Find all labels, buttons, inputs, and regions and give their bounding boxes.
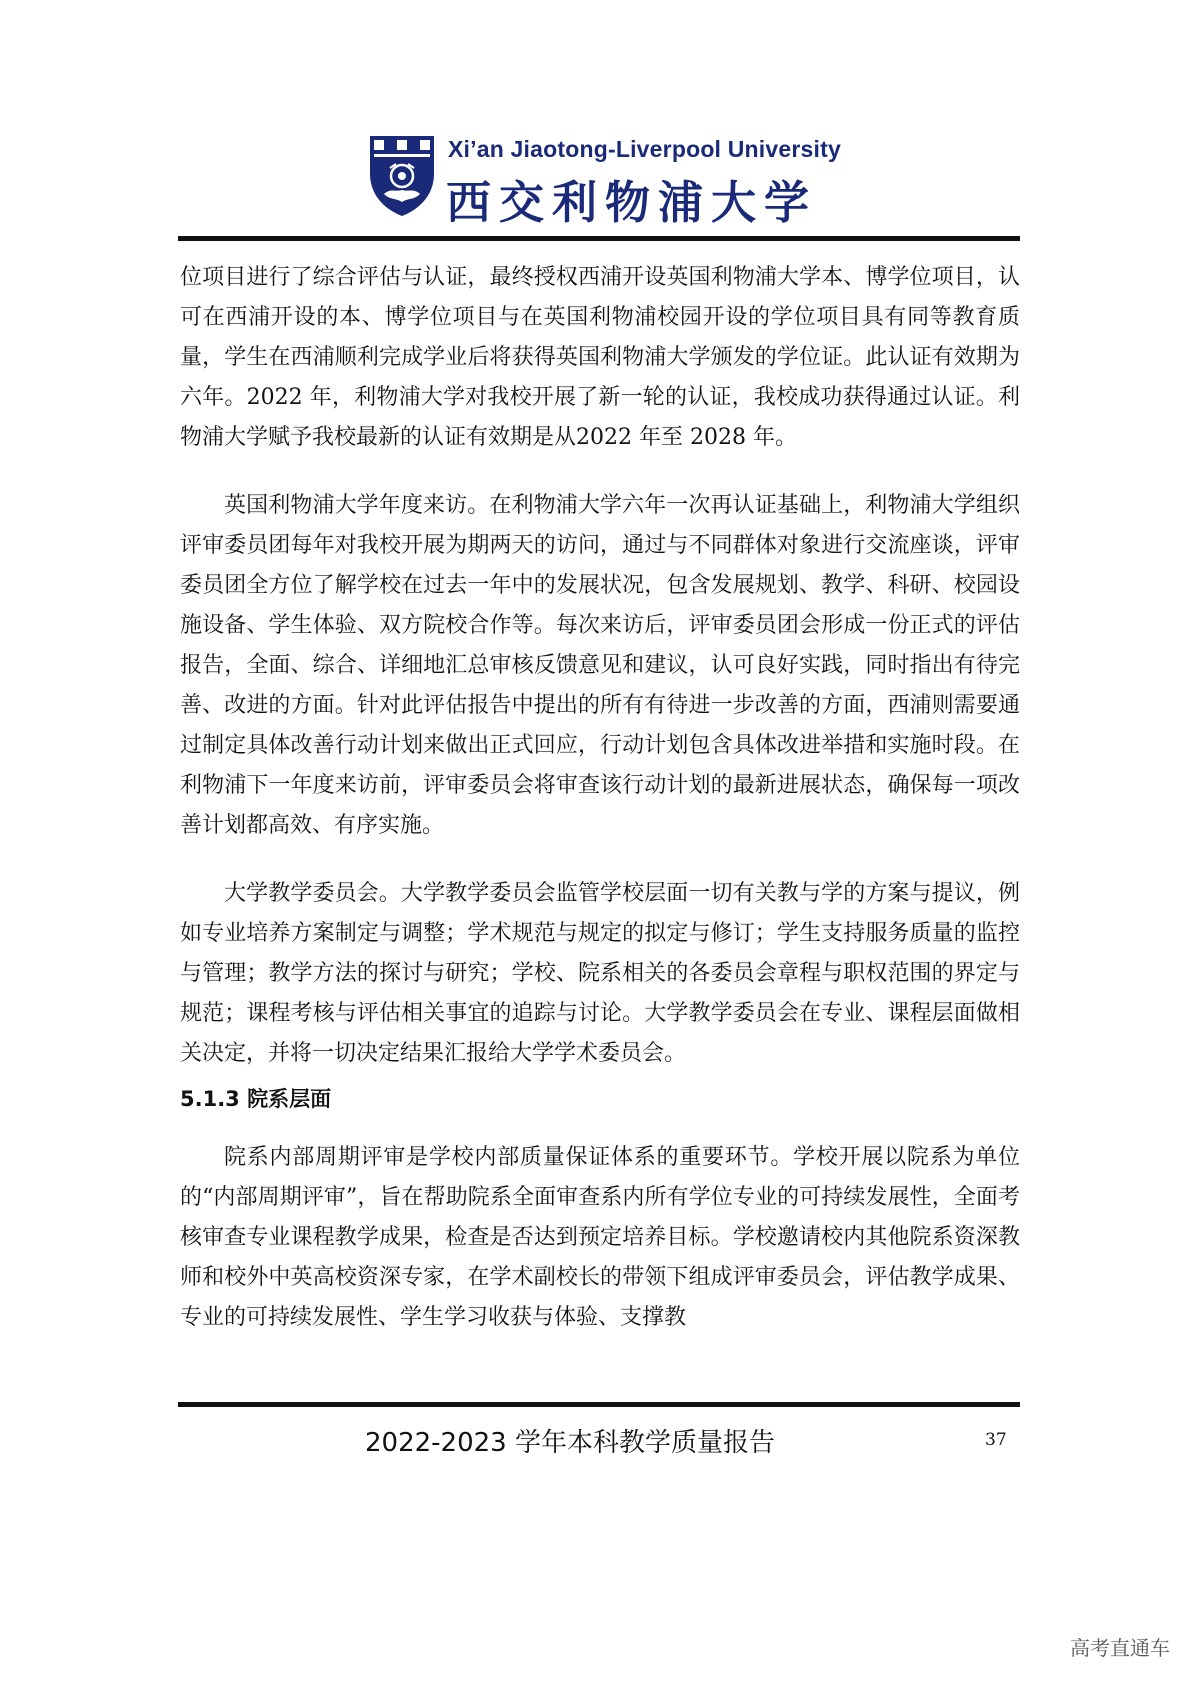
header-divider xyxy=(178,236,1020,241)
watermark-text: 高考直通车 xyxy=(1070,1636,1170,1660)
footer-report-title: 2022-2023 学年本科教学质量报告 xyxy=(365,1428,775,1458)
page-header xyxy=(360,130,841,229)
university-name-english: Xi’an Jiaotong-Liverpool University xyxy=(448,136,841,162)
page-number: 37 xyxy=(985,1430,1007,1450)
section-heading: 5.1.3 院系层面 xyxy=(180,1087,332,1111)
footer-divider xyxy=(178,1402,1020,1407)
paragraph-2: 英国利物浦大学年度来访。在利物浦大学六年一次再认证基础上，利物浦大学组织评审委员团每年对我校开展为期两天的访问，通过与不同群体对象进行交流座谈，评审委员团全方位了解学校在过去一年中的发展状况，包含发展规划、教学、科研、校园设施设备、学生体验、双方院校合作等。每次来访后，评审委员团会形成一份正式的评估报告，全面、综合、详细地汇总审核反馈意见和建议，认可良好实践，同时指出有待完善、改进的方面。针对此评估报告中提出的所有有待进一步改善的方面，西浦则需要通过制定具体改善行动计划来做出正式回应，行动计划包含具体改进举措和实施时段。在利物浦下一年度来访前，评审委员会将审查该行动计划的最新进展状态，确保每一项改善计划都高效、有序实施。 xyxy=(180,493,1020,838)
paragraph-4: 院系内部周期评审是学校内部质量保证体系的重要环节。学校开展以院系为单位的“内部周期评审”，旨在帮助院系全面审查系内所有学位专业的可持续发展性，全面考核审查专业课程教学成果，检查是否达到预定培养目标。学校邀请校内其他院系资深教师和校外中英高校资深专家，在学术副校长的带领下组成评审委员会，评估教学成果、专业的可持续发展性、学生学习收获与体验、支撑教 xyxy=(180,1145,1020,1330)
university-crest-logo xyxy=(368,134,436,218)
university-name-chinese: 西交利物浦大学 xyxy=(446,176,818,229)
paragraph-3: 大学教学委员会。大学教学委员会监管学校层面一切有关教与学的方案与提议，例如专业培养方案制定与调整；学术规范与规定的拟定与修订；学生支持服务质量的监控与管理；教学方法的探讨与研究；学校、院系相关的各委员会章程与职权范围的界定与规范；课程考核与评估相关事宜的追踪与讨论。大学教学委员会在专业、课程层面做相关决定，并将一切决定结果汇报给大学学术委员会。 xyxy=(180,881,1020,1066)
paragraph-1: 位项目进行了综合评估与认证，最终授权西浦开设英国利物浦大学本、博学位项目，认可在西浦开设的本、博学位项目与在英国利物浦校园开设的学位项目具有同等教育质量，学生在西浦顺利完成学业后将获得英国利物浦大学颁发的学位证。此认证有效期为六年。2022 年，利物浦大学对我校开展了新一轮的认证，我校成功获得通过认证。利物浦大学赋予我校最新的认证有效期是从2022 年至 2028 年。 xyxy=(180,265,1020,450)
document-body xyxy=(180,258,1020,1338)
